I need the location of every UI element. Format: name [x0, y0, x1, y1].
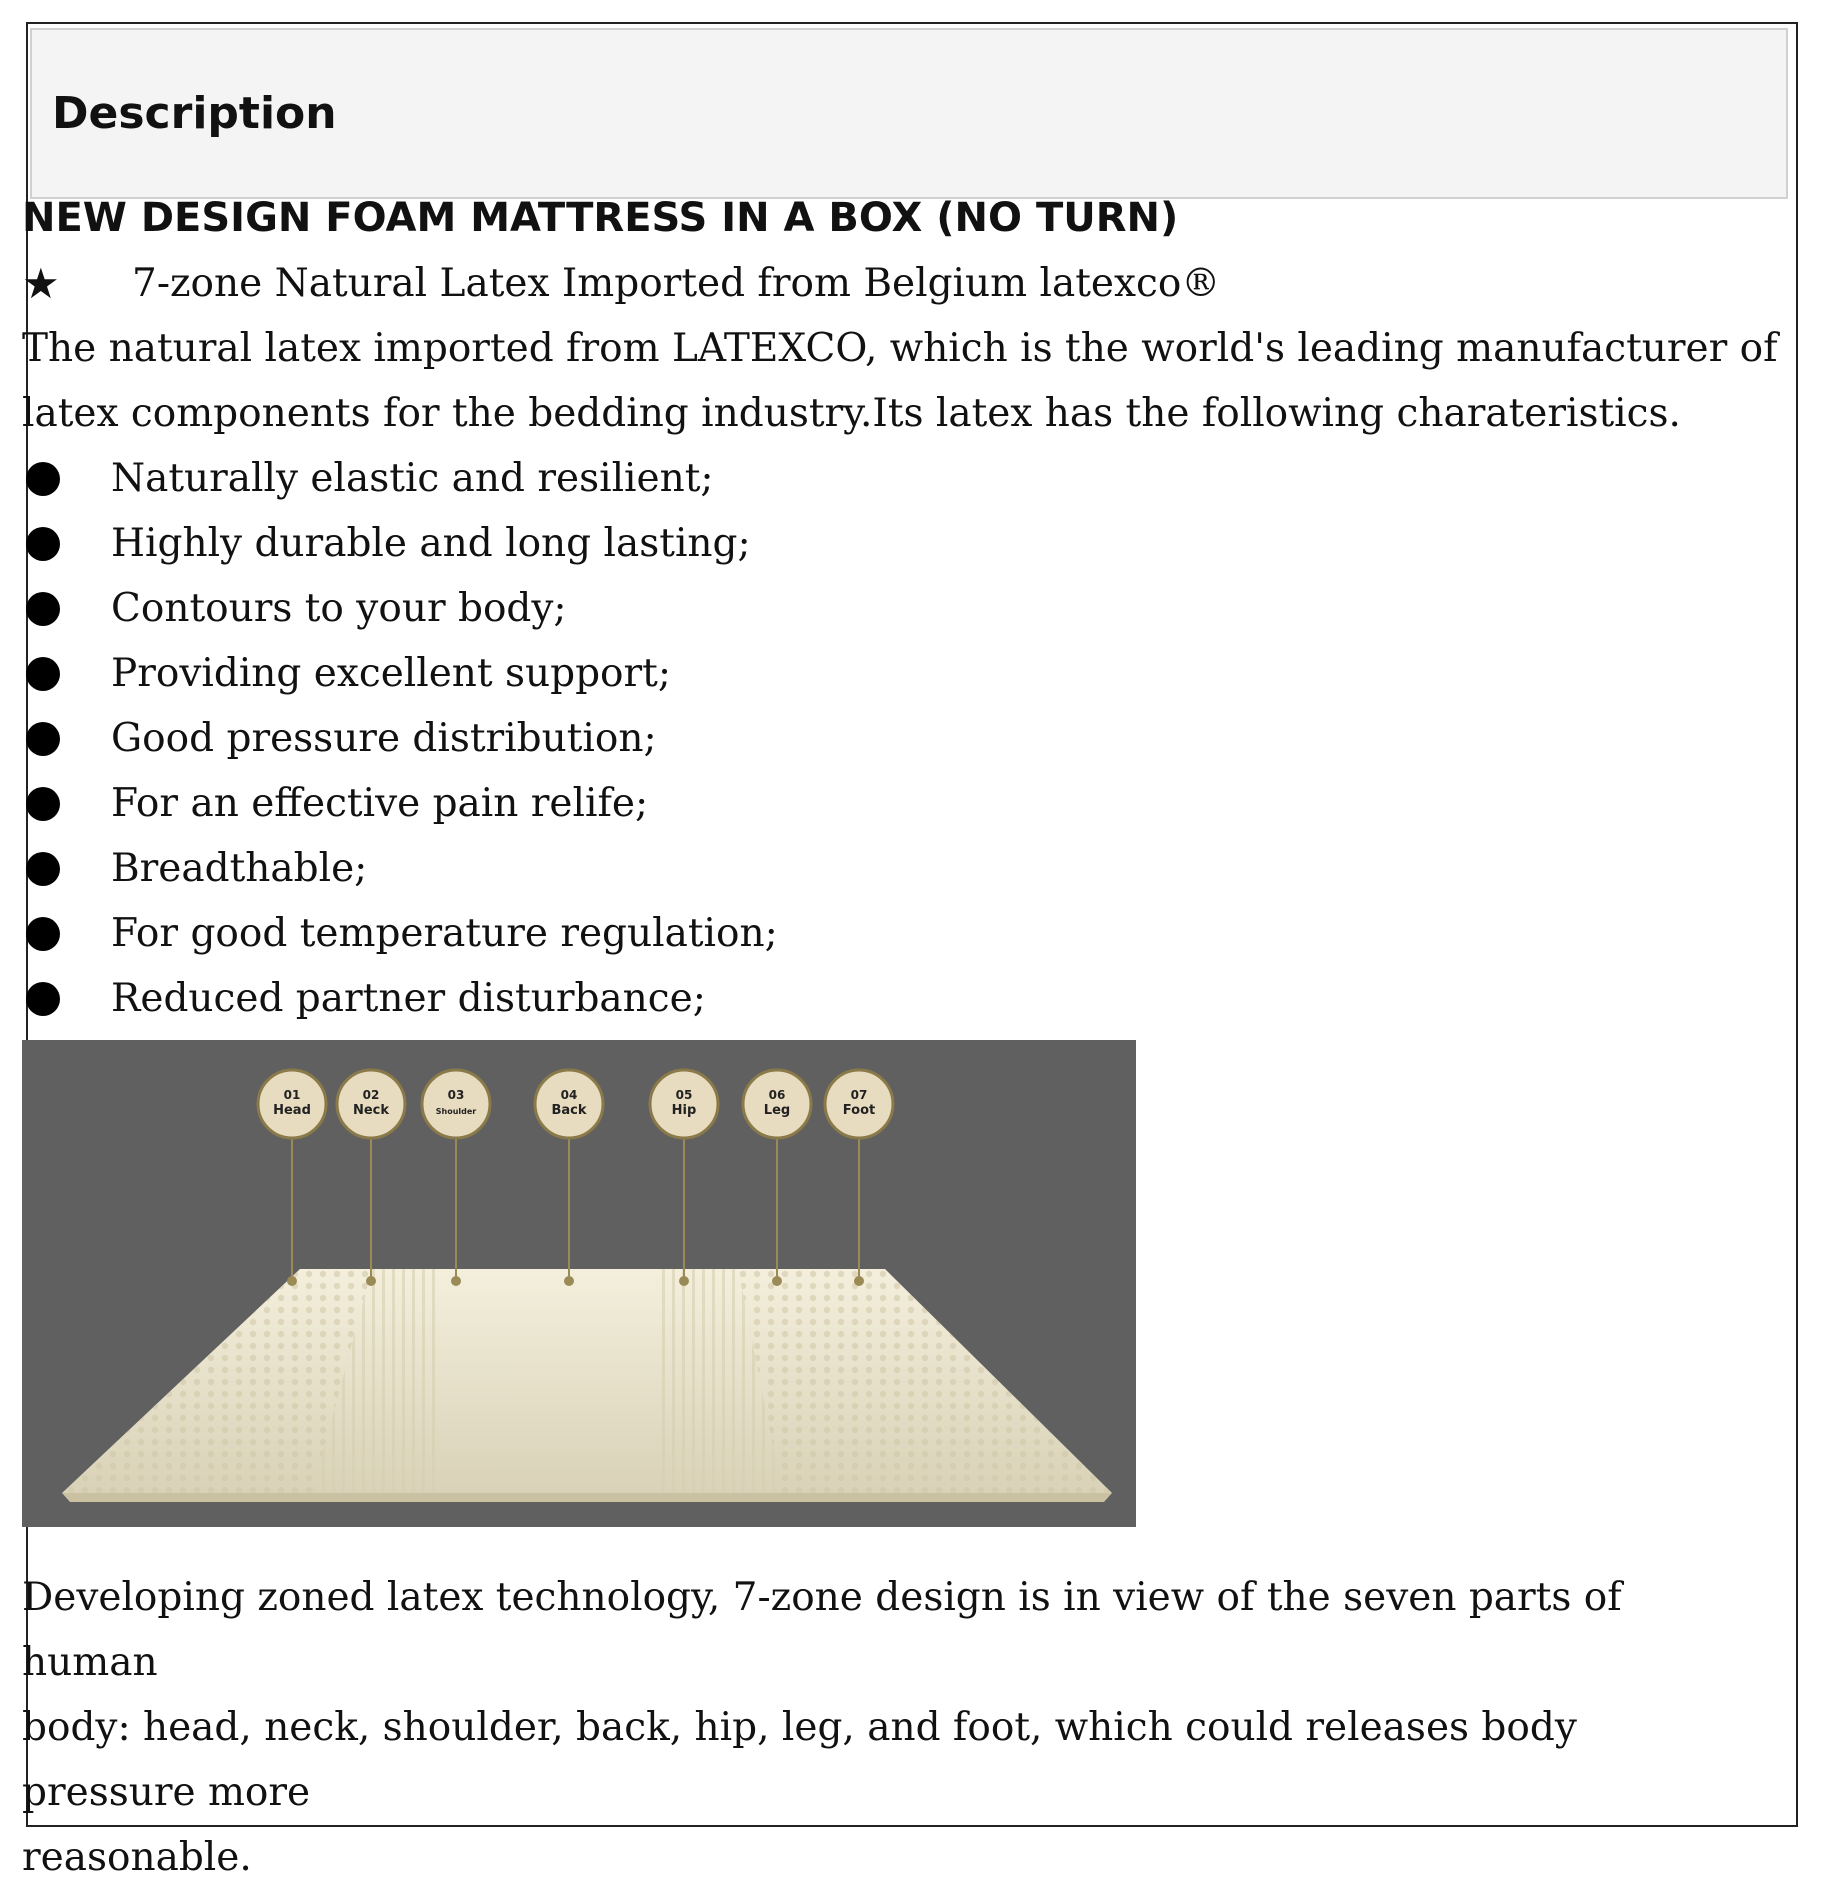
star-icon: ★	[22, 259, 60, 308]
zone-dot	[287, 1276, 297, 1286]
list-item	[22, 836, 1752, 901]
zone-marker-hip	[650, 1070, 718, 1286]
bullet-icon	[26, 722, 60, 756]
zone-number: 04	[560, 1088, 578, 1102]
bullet-icon	[26, 982, 60, 1016]
bullet-icon	[26, 787, 60, 821]
closing-paragraph	[22, 1565, 1757, 1890]
list-item	[22, 641, 1752, 706]
product-title: NEW DESIGN FOAM MATTRESS IN A BOX (NO TURN)	[22, 195, 1179, 241]
zone-dot	[854, 1276, 864, 1286]
list-item-text: Providing excellent support;	[111, 651, 671, 696]
feature-headline: 7-zone Natural Latex Imported from Belgium latexco®	[132, 261, 1221, 306]
description-title: Description	[52, 88, 337, 139]
zone-diagram-svg	[22, 1040, 1136, 1527]
zone-number: 01	[283, 1088, 301, 1102]
zone-number: 06	[768, 1088, 786, 1102]
zone-label: Head	[273, 1103, 311, 1118]
list-item-text: Reduced partner disturbance;	[111, 976, 706, 1021]
bullet-icon	[26, 592, 60, 626]
bullet-icon	[26, 527, 60, 561]
list-item	[22, 706, 1752, 771]
mattress-edge	[62, 1493, 1112, 1502]
zone-marker-neck	[337, 1070, 405, 1286]
zone-label: Hip	[671, 1103, 697, 1118]
characteristics-list	[22, 446, 1752, 1031]
closing-line-3: reasonable.	[22, 1835, 252, 1880]
bullet-icon	[26, 852, 60, 886]
list-item-text: Contours to your body;	[111, 586, 567, 631]
list-item	[22, 576, 1752, 641]
zone-dot	[679, 1276, 689, 1286]
zone-label: Leg	[763, 1103, 791, 1118]
zone-label: Shoulder	[435, 1107, 477, 1116]
zone-dot	[451, 1276, 461, 1286]
zone-marker-leg	[743, 1070, 811, 1286]
bullet-icon	[26, 657, 60, 691]
list-item	[22, 901, 1752, 966]
zone-marker-foot	[825, 1070, 893, 1286]
list-item-text: For good temperature regulation;	[111, 911, 778, 956]
zone-diagram-image	[22, 1040, 1136, 1527]
zone-marker-shoulder	[422, 1070, 490, 1286]
zone-number: 07	[850, 1088, 868, 1102]
zone-label: Back	[551, 1103, 587, 1118]
intro-line-1: The natural latex imported from LATEXCO, which is the world's leading manufacturer of	[22, 326, 1778, 371]
list-item	[22, 511, 1752, 576]
bullet-icon	[26, 462, 60, 496]
closing-line-2: body: head, neck, shoulder, back, hip, leg, and foot, which could releases body pressure more	[22, 1705, 1577, 1815]
list-item-text: Naturally elastic and resilient;	[111, 456, 714, 501]
zone-dot	[564, 1276, 574, 1286]
description-content	[22, 186, 1778, 1031]
zone-number: 05	[675, 1088, 693, 1102]
list-item-text: Good pressure distribution;	[111, 716, 657, 761]
list-item	[22, 771, 1752, 836]
zone-label: Neck	[352, 1103, 390, 1118]
list-item-text: Highly durable and long lasting;	[111, 521, 751, 566]
mattress-foot-zone	[738, 1269, 1112, 1493]
zone-dot	[366, 1276, 376, 1286]
zone-badge	[422, 1070, 490, 1138]
list-item	[22, 966, 1752, 1031]
bullet-icon	[26, 917, 60, 951]
list-item-text: Breadthable;	[111, 846, 368, 891]
feature-headline-row	[22, 251, 1752, 316]
closing-line-1: Developing zoned latex technology, 7-zone design is in view of the seven parts of human	[22, 1575, 1622, 1685]
list-item-text: For an effective pain relife;	[111, 781, 649, 826]
intro-line-2: latex components for the bedding industry.Its latex has the following charateristics.	[22, 391, 1681, 436]
zone-number: 02	[362, 1088, 380, 1102]
description-header	[30, 28, 1788, 199]
zone-number: 03	[447, 1088, 465, 1102]
zone-marker-back	[535, 1070, 603, 1286]
zone-label: Foot	[842, 1103, 876, 1118]
zone-marker-head	[258, 1070, 326, 1286]
list-item	[22, 446, 1752, 511]
zone-dot	[772, 1276, 782, 1286]
